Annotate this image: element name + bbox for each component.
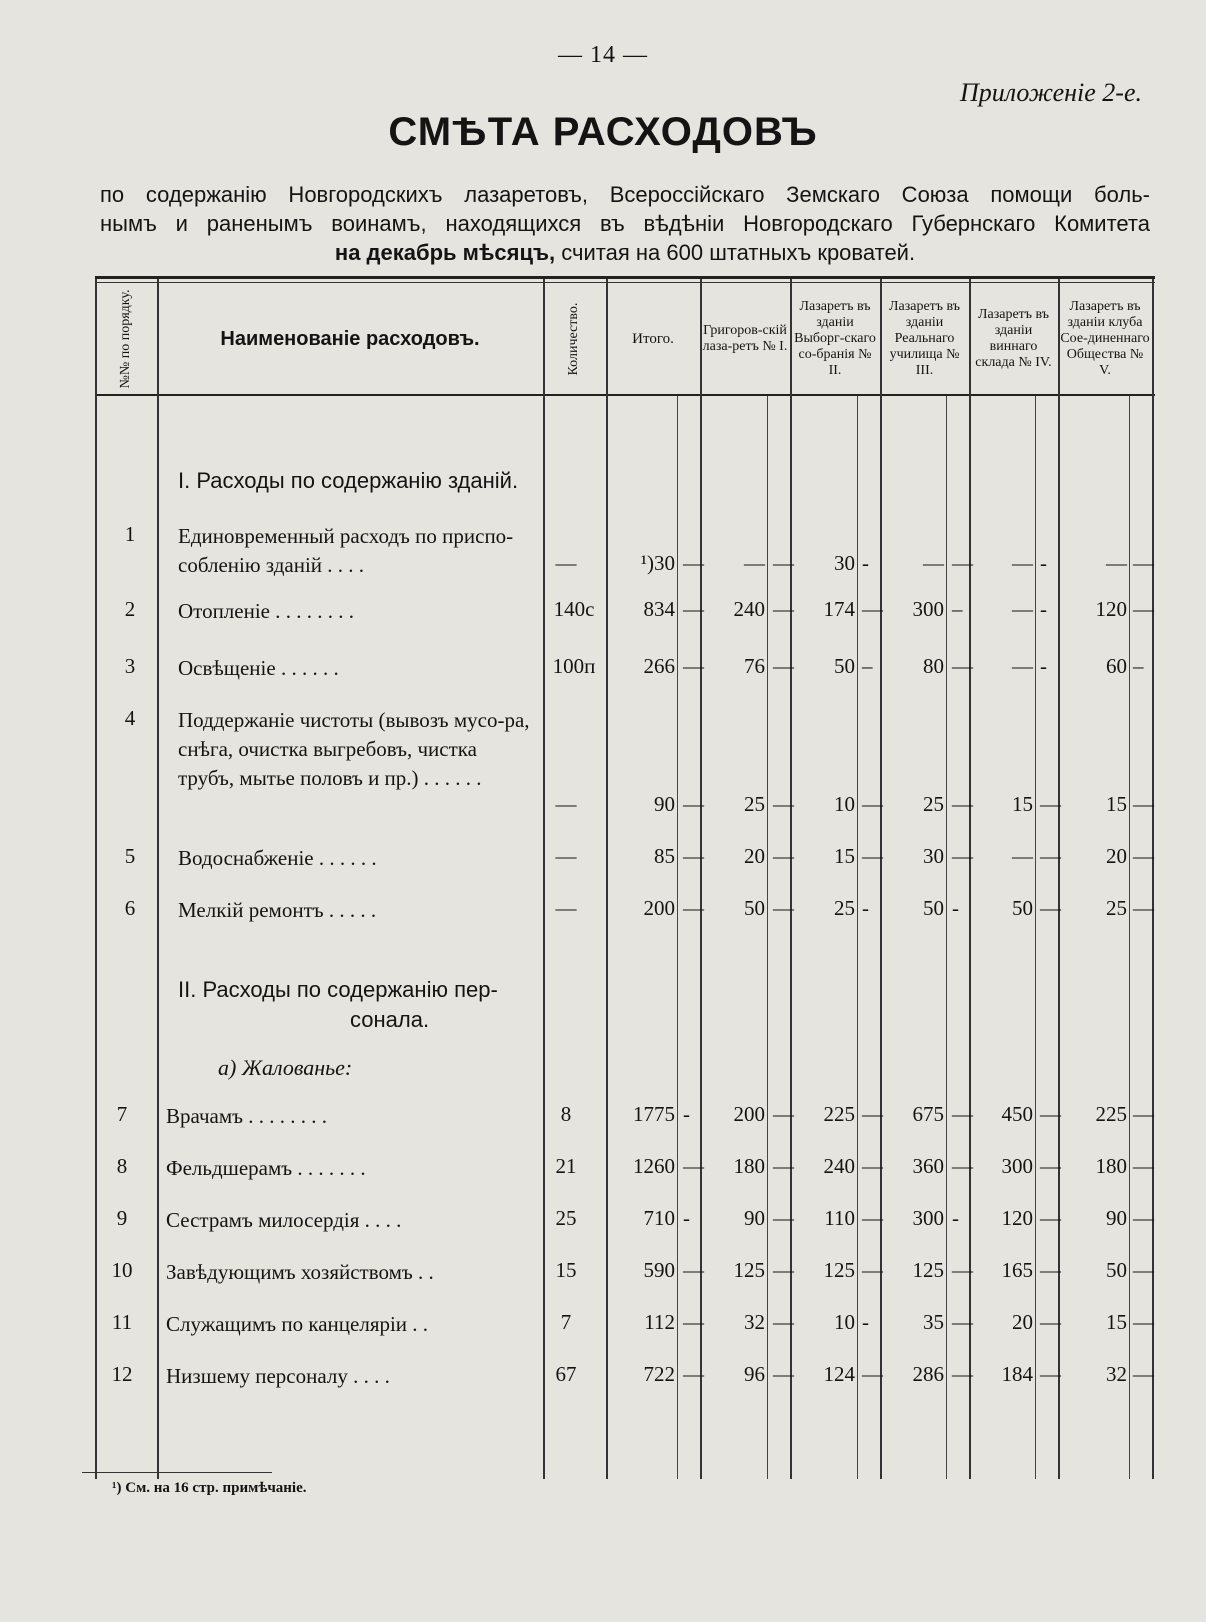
row-quantity: 21 [555,1154,577,1178]
col-divider [700,279,702,1479]
row-number: 6 [124,896,136,920]
row-name: Служащимъ по канцеляріи . . [166,1312,429,1336]
row-name: Отопленіе . . . . . . . . [178,599,354,623]
kopek-divider [1129,396,1130,1479]
row-lazaret-2: 240 [823,1154,855,1178]
row-quantity: 100п [552,654,596,678]
page-number: — 14 — [558,42,648,68]
row-lazaret-1: 32 [744,1310,765,1334]
row-lazaret-2: 110 [824,1206,855,1230]
row-lazaret-5: 90 [1106,1206,1127,1230]
row-name: Освѣщеніе . . . . . . [178,656,339,680]
row-number: 1 [124,522,136,546]
col-header-quantity: Количество. [566,302,581,376]
row-lazaret-3: 30 [923,844,944,868]
row-quantity: 25 [555,1206,577,1230]
section-heading-2-line-2: сонала. [350,1007,430,1032]
row-lazaret-1: 25 [744,792,765,816]
row-name: Завѣдующимъ хозяйствомъ . . [166,1260,434,1284]
row-lazaret-1: 90 [744,1206,765,1230]
col-header-order: №№ по порядку. [118,289,133,389]
row-name: Водоснабженіе . . . . . . [178,846,377,870]
row-quantity: — [555,792,577,816]
row-number: 10 [111,1258,133,1282]
row-lazaret-5: 20 [1106,844,1127,868]
row-lazaret-2: 30 [834,551,855,575]
row-number: 3 [124,654,136,678]
row-lazaret-1: 96 [744,1362,765,1386]
row-total: 722 [643,1362,675,1386]
footnote-rule [82,1472,272,1473]
row-lazaret-5: 50 [1106,1258,1127,1282]
header-bottom-rule [95,394,1155,396]
row-quantity: 140с [553,597,595,621]
row-lazaret-2: 10 [834,1310,855,1334]
row-lazaret-4: — [1012,844,1033,868]
row-number: 12 [111,1362,133,1386]
row-total: 200 [643,896,675,920]
col-divider [157,279,159,1479]
row-lazaret-2: 174 [823,597,855,621]
col-header-lazaret-4: Лазаретъ въ зданіи виннаго склада № IV. [975,307,1052,370]
row-lazaret-3: 125 [912,1258,944,1282]
row-lazaret-1: 240 [733,597,765,621]
row-name: Низшему персоналу . . . . [166,1364,390,1388]
row-lazaret-5: 32 [1106,1362,1127,1386]
section-heading-2-line-1: II. Расходы по содержанію пер- [178,977,498,1002]
row-lazaret-4: 450 [1001,1102,1033,1126]
table-top-rule [95,276,1155,279]
row-lazaret-3: 286 [912,1362,944,1386]
col-divider [606,279,608,1479]
row-name: Врачамъ . . . . . . . . [166,1104,328,1128]
subtitle [100,180,1150,267]
row-lazaret-2: 225 [823,1102,855,1126]
row-total: 266 [643,654,675,678]
subtitle-bold: на декабрь мѣсяцъ, [334,240,556,265]
row-lazaret-1: 50 [744,896,765,920]
row-total: 590 [643,1258,675,1282]
col-header-total: Итого. [632,331,674,347]
row-lazaret-4: 20 [1012,1310,1033,1334]
row-quantity: — [555,844,577,868]
row-number: 8 [116,1154,128,1178]
kopek-divider [1035,396,1036,1479]
col-header-lazaret-1: Григоров-скій лаза-ретъ № I. [702,323,788,354]
col-header-name: Наименованіе расходовъ. [220,328,480,350]
subtitle-line-1: по содержанію Новгородскихъ лазаретовъ, Всероссійскаго Земскаго Союза помощи боль- [100,182,1150,207]
row-lazaret-2: 25 [834,896,855,920]
row-lazaret-4: 184 [1001,1362,1033,1386]
row-number: 2 [124,597,136,621]
row-lazaret-3: 675 [912,1102,944,1126]
row-lazaret-4: 50 [1012,896,1033,920]
col-divider [1152,279,1154,1479]
subsection-salary: а) Жалованье: [218,1055,353,1080]
row-lazaret-5: 15 [1106,792,1127,816]
row-total: ¹)30 [640,551,675,575]
row-lazaret-4: 300 [1001,1154,1033,1178]
row-lazaret-5: 180 [1095,1154,1127,1178]
col-header-lazaret-3: Лазаретъ въ зданіи Реальнаго училища № III. [888,299,961,378]
row-number: 4 [124,706,136,730]
col-header-lazaret-2: Лазаретъ въ зданіи Выборг-скаго со-бранія № II. [794,299,876,378]
row-total: 834 [643,597,675,621]
row-number: 7 [116,1102,128,1126]
row-lazaret-4: 120 [1001,1206,1033,1230]
row-quantity: — [555,896,577,920]
row-lazaret-2: 50 [834,654,855,678]
section-heading-1: I. Расходы по содержанію зданій. [178,468,519,493]
row-lazaret-5: 25 [1106,896,1127,920]
row-lazaret-3: 300 [912,1206,944,1230]
row-lazaret-3: 80 [923,654,944,678]
row-lazaret-5: 15 [1106,1310,1127,1334]
row-lazaret-3: 35 [923,1310,944,1334]
row-lazaret-5: 225 [1095,1102,1127,1126]
row-name: Сестрамъ милосердія . . . . [166,1208,402,1232]
row-lazaret-1: 180 [733,1154,765,1178]
row-quantity: 7 [560,1310,572,1334]
row-lazaret-1: — [744,551,765,575]
row-lazaret-2: 125 [823,1258,855,1282]
row-lazaret-1: 125 [733,1258,765,1282]
row-lazaret-4: — [1012,654,1033,678]
row-lazaret-4: — [1012,597,1033,621]
row-lazaret-3: 50 [923,896,944,920]
subtitle-end: считая на 600 штатныхъ кроватей. [561,240,916,265]
row-quantity: 15 [555,1258,577,1282]
row-lazaret-1: 76 [744,654,765,678]
footnote: ¹) См. на 16 стр. примѣчаніе. [112,1480,307,1496]
row-quantity: — [555,551,577,575]
row-total: 1260 [633,1154,675,1178]
appendix-label: Приложеніе 2-е. [959,78,1142,107]
col-divider [880,279,882,1479]
row-name: Поддержаніе чистоты (вывозъ мусо-ра, снѣга, очистка выгребовъ, чистка трубъ, мытье половъ и пр.) . . . . . . [178,708,530,790]
row-lazaret-2: 124 [823,1362,855,1386]
row-lazaret-1: 20 [744,844,765,868]
row-total: 112 [644,1310,675,1334]
kopek-divider [767,396,768,1479]
row-lazaret-5: 120 [1095,597,1127,621]
subtitle-line-2: нымъ и раненымъ воинамъ, находящихся въ вѣдѣніи Новгородскаго Губернскаго Комитета [100,211,1150,236]
row-lazaret-3: 360 [912,1154,944,1178]
row-total: 90 [654,792,675,816]
row-lazaret-4: 15 [1012,792,1033,816]
col-divider [969,279,971,1479]
row-lazaret-3: 300 [912,597,944,621]
kopek-divider [946,396,947,1479]
row-lazaret-2: 15 [834,844,855,868]
row-number: 9 [116,1206,128,1230]
col-divider [790,279,792,1479]
row-name: Единовременный расходъ по приспо-собленію зданій . . . . [178,524,514,577]
row-total: 710 [643,1206,675,1230]
col-header-lazaret-5: Лазаретъ въ зданіи клуба Сое-диненнаго Общества № V. [1060,299,1150,378]
row-number: 11 [111,1310,133,1334]
row-quantity: 8 [560,1102,572,1126]
row-lazaret-5: 60 [1106,654,1127,678]
col-divider [95,279,97,1479]
row-name: Мелкій ремонтъ . . . . . [178,898,377,922]
row-total: 1775 [633,1102,675,1126]
row-lazaret-4: — [1012,551,1033,575]
col-divider [543,279,545,1479]
table-top-rule-thin [95,282,1155,283]
row-lazaret-5: — [1106,551,1127,575]
subtitle-line-3 [100,238,1150,267]
kopek-divider [677,396,678,1479]
col-divider [1058,279,1060,1479]
kopek-divider [857,396,858,1479]
page-title: СМѢТА РАСХОДОВЪ [388,110,818,154]
row-lazaret-3: — [923,551,944,575]
row-lazaret-1: 200 [733,1102,765,1126]
row-lazaret-4: 165 [1001,1258,1033,1282]
row-name: Фельдшерамъ . . . . . . . [166,1156,366,1180]
row-number: 5 [124,844,136,868]
row-total: 85 [654,844,675,868]
row-lazaret-3: 25 [923,792,944,816]
row-lazaret-2: 10 [834,792,855,816]
row-quantity: 67 [555,1362,577,1386]
